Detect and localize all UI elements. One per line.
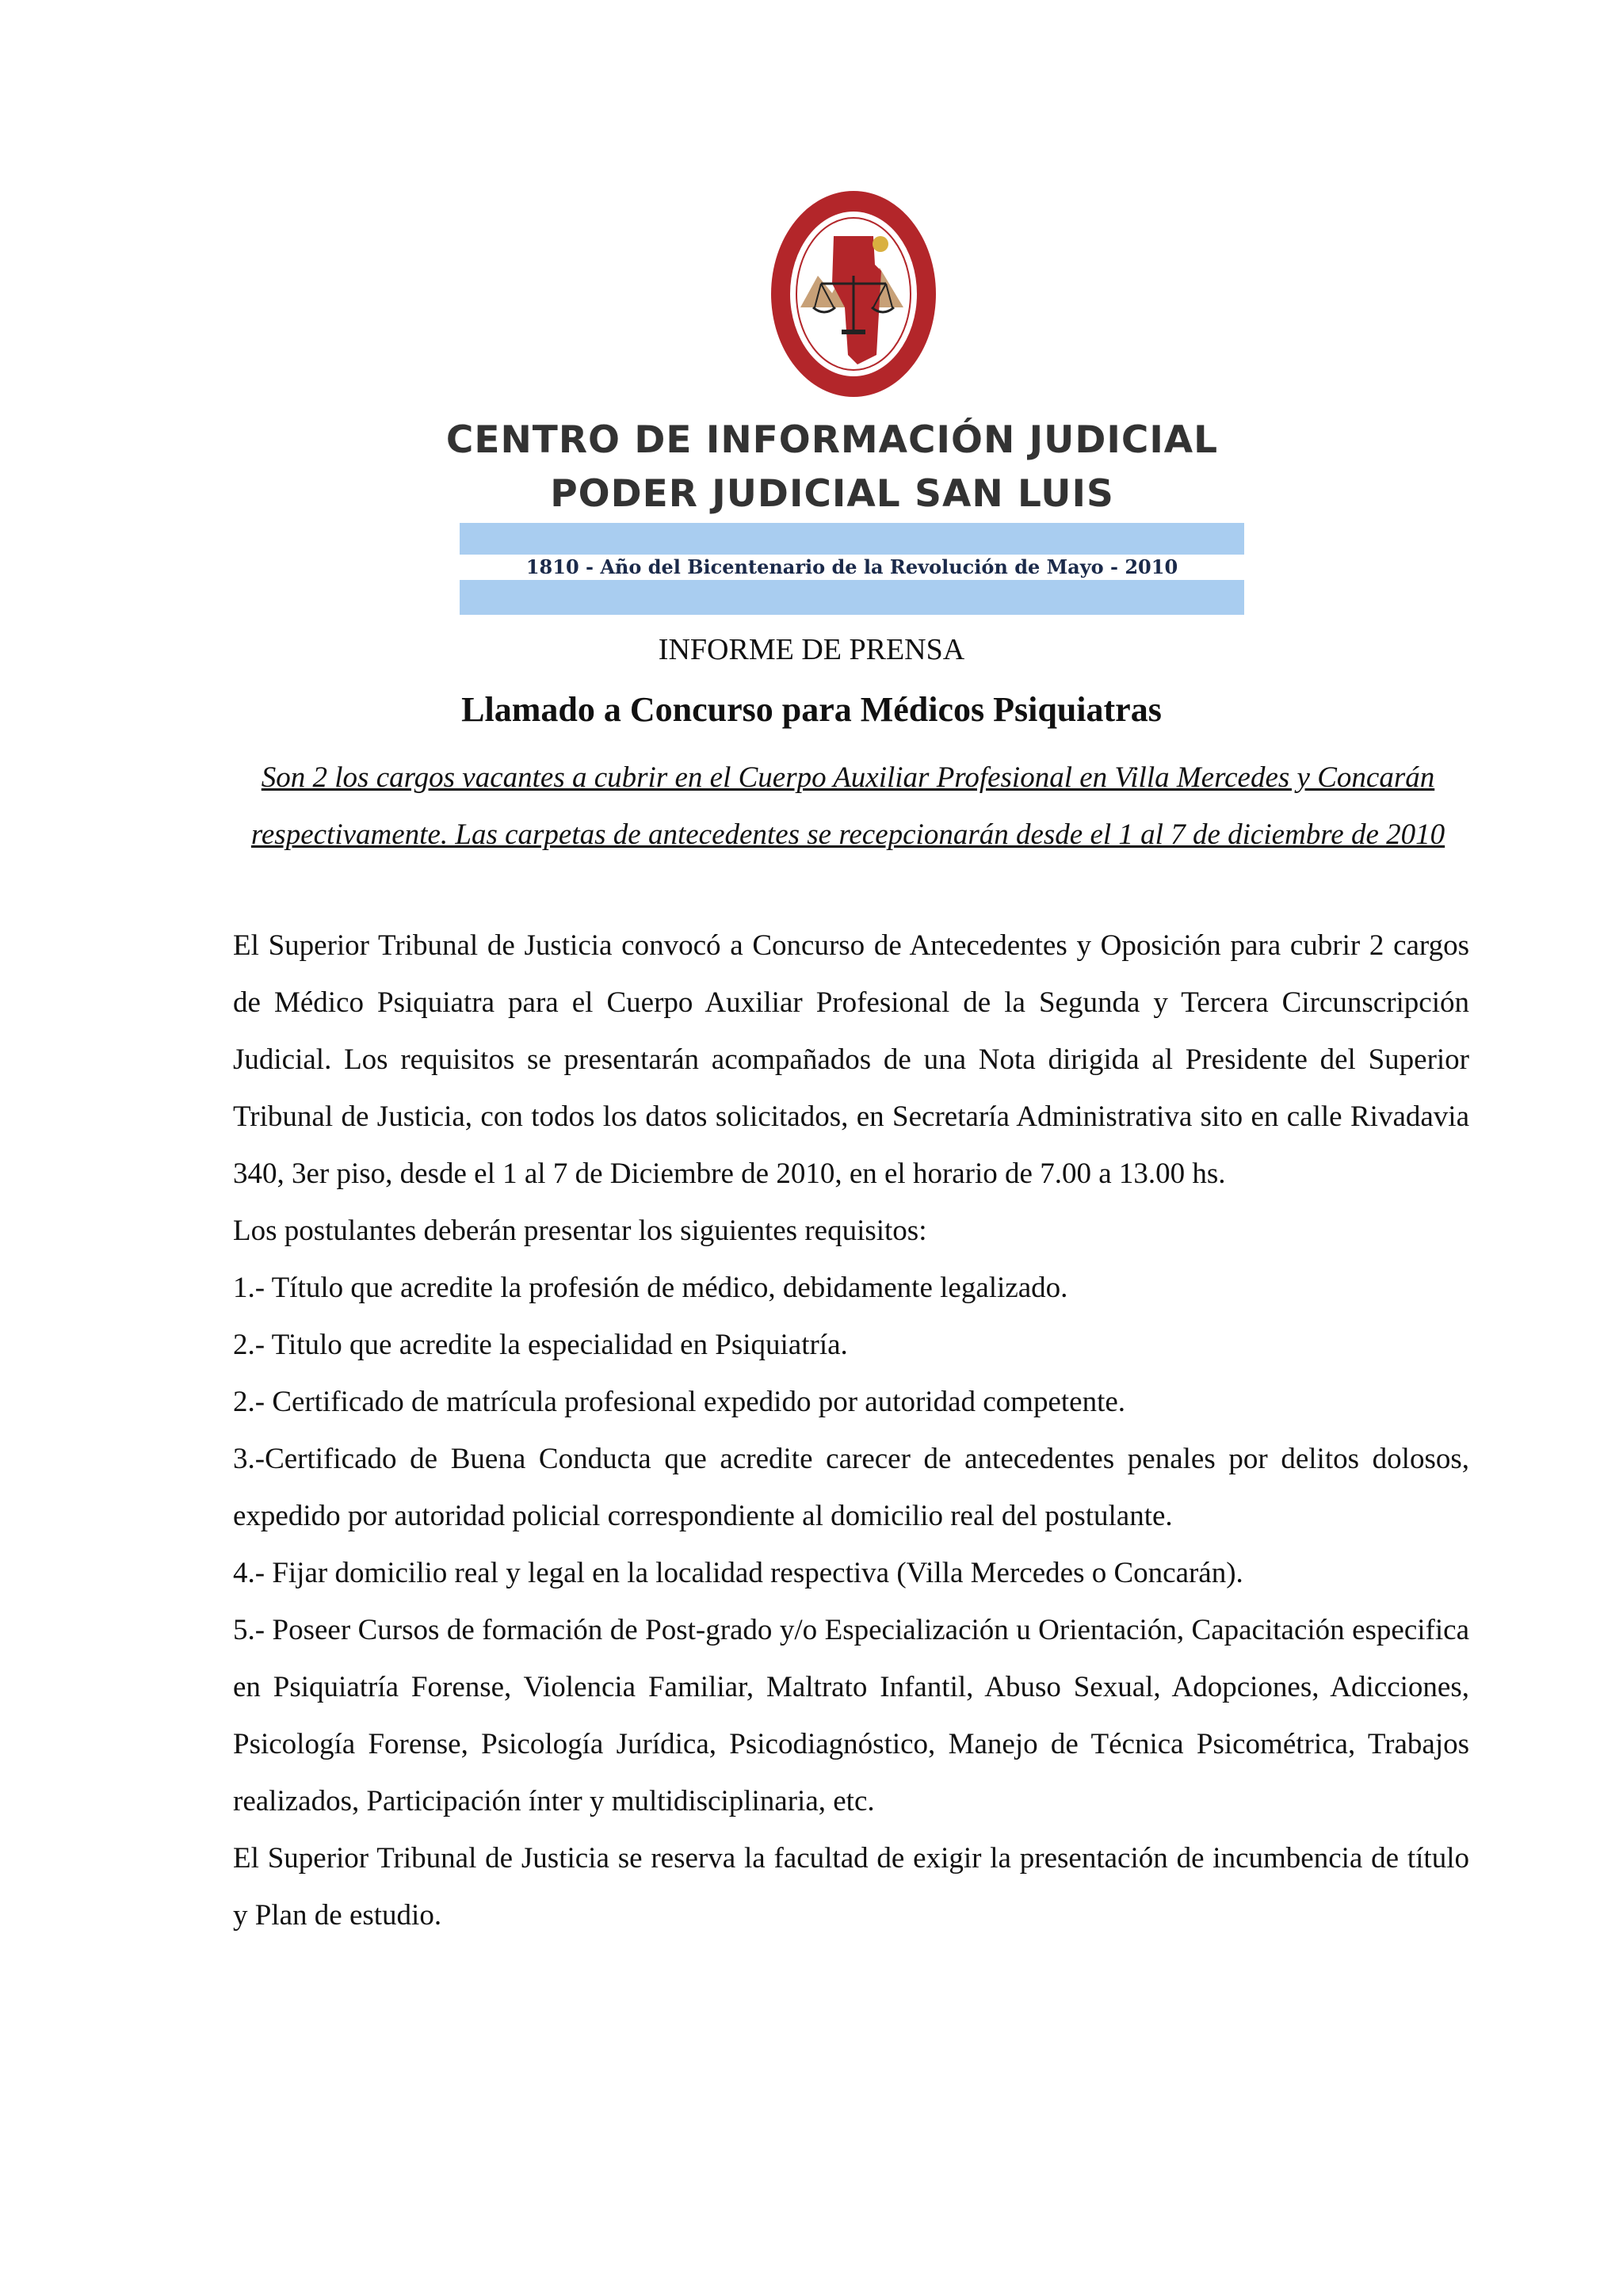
requirement-item: 4.- Fijar domicilio real y legal en la localidad respectiva (Villa Mercedes o Concarán). (233, 1557, 1243, 1589)
intro-paragraph: El Superior Tribunal de Justicia convocó a Concurso de Antecedentes y Oposición para cubrir 2 cargos de Médico Psiquiatra para el Cuerpo Auxiliar Profesional de la Segunda y Tercera Circunscripción Judicial. Los requisitos se presentarán acompañados de una Nota dirigida al Presidente del Superior Tribunal de Justicia, con todos los datos solicitados, en Secretaría Administrativa sito en calle Rivadavia 340, 3er piso, desde el 1 al 7 de Diciembre de 2010, en el horario de 7.00 a 13.00 hs. (233, 929, 1469, 1190)
requirements-intro: Los postulantes deberán presentar los siguientes requisitos: (233, 1215, 927, 1247)
bicentenario-banner: 1810 - Año del Bicentenario de la Revolución de Mayo - 2010 (525, 555, 1178, 578)
requirement-item: 2.- Certificado de matrícula profesional expedido por autoridad competente. (233, 1386, 1126, 1418)
article-body (233, 917, 1469, 1944)
headline: Llamado a Concurso para Médicos Psiquiatras (461, 690, 1162, 729)
flag-stripe-bottom (460, 580, 1244, 615)
center-title-line-2: PODER JUDICIAL SAN LUIS (550, 472, 1114, 516)
report-label: INFORME DE PRENSA (658, 633, 965, 666)
judicial-seal-logo (769, 189, 938, 399)
closing-paragraph: El Superior Tribunal de Justicia se reserva la facultad de exigir la presentación de incumbencia de título y Plan de estudio. (233, 1842, 1469, 1932)
flag-stripe-top (460, 523, 1244, 555)
requirement-item: 5.- Poseer Cursos de formación de Post-grado y/o Especialización u Orientación, Capacitación especifica en Psiquiatría Forense, Violencia Familiar, Maltrato Infantil, Abuso Sexual, Adopciones, Adicciones, Psicología Forense, Psicología Jurídica, Psicodiagnóstico, Manejo de Técnica Psicométrica, Trabajos realizados, Participación ínter y multidisciplinaria, etc. (233, 1614, 1469, 1817)
requirement-item: 1.- Título que acredite la profesión de médico, debidamente legalizado. (233, 1272, 1068, 1304)
requirement-item: 3.-Certificado de Buena Conducta que acredite carecer de antecedentes penales por delitos dolosos, expedido por autoridad policial correspondiente al domicilio real del postulante. (233, 1443, 1469, 1532)
subhead: Son 2 los cargos vacantes a cubrir en el Cuerpo Auxiliar Profesional en Villa Mercedes y Concarán respectivamente. Las carpetas de antecedentes se recepcionarán desde el 1 al 7 de diciembre de 2010 (250, 761, 1445, 851)
center-title-line-1: CENTRO DE INFORMACIÓN JUDICIAL (445, 418, 1219, 462)
requirement-item: 2.- Titulo que acredite la especialidad en Psiquiatría. (233, 1329, 848, 1361)
